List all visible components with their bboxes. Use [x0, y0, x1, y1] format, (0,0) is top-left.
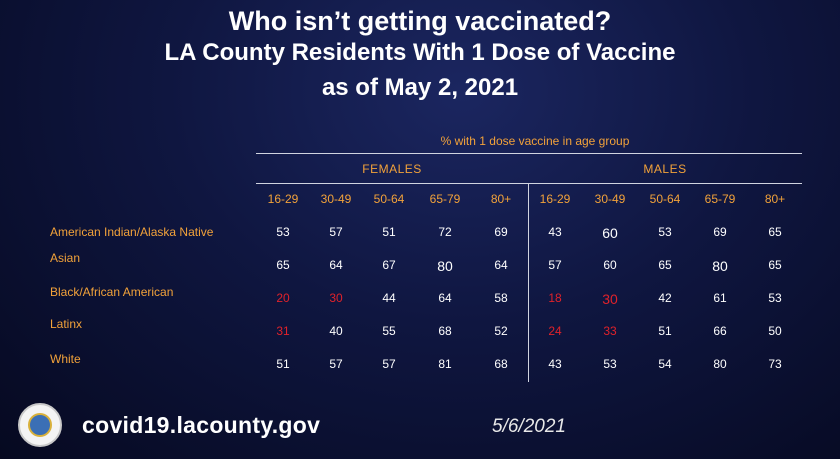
table-cell: 51 [658, 324, 672, 338]
table-cell: 80 [437, 258, 453, 274]
age-header-male: 50-64 [649, 192, 681, 206]
group-header-females: FEMALES [362, 162, 422, 176]
table-cell: 57 [329, 357, 343, 371]
la-county-seal-icon [18, 403, 62, 447]
age-header-female: 30-49 [320, 192, 352, 206]
table-cell: 24 [548, 324, 562, 338]
table-cell: 61 [713, 291, 727, 305]
table-cell: 68 [494, 357, 508, 371]
table-cell: 81 [438, 357, 452, 371]
age-header-female: 50-64 [373, 192, 405, 206]
table-cell: 65 [768, 225, 782, 239]
table-cell: 67 [382, 258, 396, 272]
table-cell: 72 [438, 225, 452, 239]
table-cell: 65 [658, 258, 672, 272]
table-cell: 64 [438, 291, 452, 305]
table-cell: 65 [768, 258, 782, 272]
slide-date-subtitle: as of May 2, 2021 [321, 74, 519, 101]
table-cell: 80 [713, 357, 727, 371]
table-cell: 30 [329, 291, 343, 305]
age-header-female: 65-79 [429, 192, 461, 206]
age-header-male: 16-29 [539, 192, 571, 206]
table-caption: % with 1 dose vaccine in age group [440, 134, 630, 148]
footer-date: 5/6/2021 [492, 416, 566, 437]
table-cell: 64 [329, 258, 343, 272]
age-header-female: 80+ [490, 192, 512, 206]
age-header-female: 16-29 [267, 192, 299, 206]
table-cell: 53 [603, 357, 617, 371]
table-top-rule [256, 153, 802, 154]
table-cell: 66 [713, 324, 727, 338]
slide-subtitle: LA County Residents With 1 Dose of Vaccine [164, 39, 676, 66]
table-cell: 55 [382, 324, 396, 338]
table-cell: 51 [276, 357, 290, 371]
table-cell: 65 [276, 258, 290, 272]
table-cell: 40 [329, 324, 343, 338]
seal-emblem [28, 413, 52, 437]
table-cell: 53 [276, 225, 290, 239]
group-header-males: MALES [643, 162, 687, 176]
age-header-male: 65-79 [704, 192, 736, 206]
footer-url: covid19.lacounty.gov [82, 412, 321, 438]
age-header-male: 30-49 [594, 192, 626, 206]
table-divider [528, 183, 529, 382]
table-cell: 31 [276, 324, 290, 338]
age-header-male: 80+ [764, 192, 786, 206]
table-cell: 52 [494, 324, 508, 338]
table-cell: 33 [603, 324, 617, 338]
table-cell: 20 [276, 291, 290, 305]
table-cell: 51 [382, 225, 396, 239]
table-cell: 53 [658, 225, 672, 239]
table-cell: 43 [548, 225, 562, 239]
table-cell: 80 [712, 258, 728, 274]
table-cell: 69 [713, 225, 727, 239]
table-cell: 68 [438, 324, 452, 338]
table-cell: 60 [602, 225, 618, 241]
table-cell: 18 [548, 291, 562, 305]
row-label: American Indian/Alaska Native [50, 225, 214, 239]
table-cell: 69 [494, 225, 508, 239]
table-cell: 57 [329, 225, 343, 239]
slide-title: Who isn’t getting vaccinated? [228, 6, 612, 36]
table-cell: 73 [768, 357, 782, 371]
table-cell: 58 [494, 291, 508, 305]
table-cell: 54 [658, 357, 672, 371]
table-cell: 57 [548, 258, 562, 272]
table-cell: 57 [382, 357, 396, 371]
table-cell: 42 [658, 291, 672, 305]
table-cell: 60 [603, 258, 617, 272]
table-cell: 53 [768, 291, 782, 305]
table-cell: 64 [494, 258, 508, 272]
row-label: Black/African American [50, 285, 174, 299]
row-label: Asian [50, 251, 81, 265]
table-cell: 50 [768, 324, 782, 338]
row-label: White [50, 352, 81, 366]
table-header-rule [256, 183, 802, 184]
table-cell: 44 [382, 291, 396, 305]
row-label: Latinx [50, 317, 83, 331]
table-cell: 43 [548, 357, 562, 371]
table-cell: 30 [602, 291, 618, 307]
